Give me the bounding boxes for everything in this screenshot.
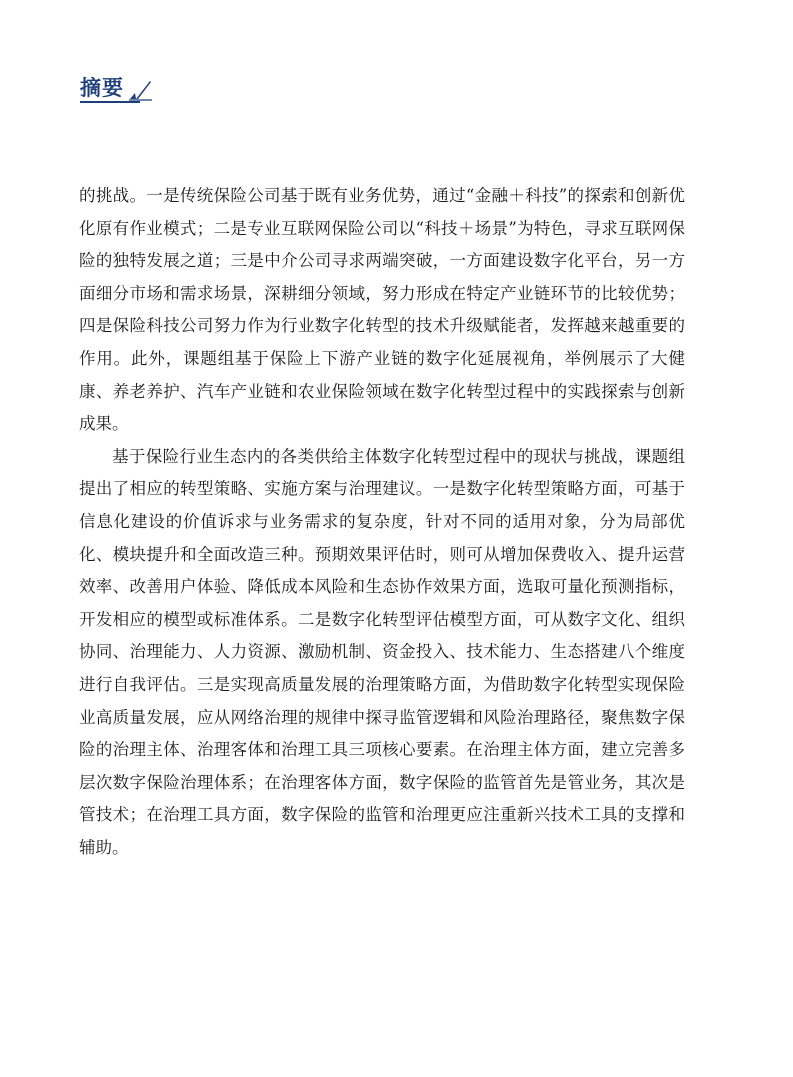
paragraph-continuation: 的挑战。一是传统保险公司基于既有业务优势，通过“金融＋科技”的探索和创新优化原有作业模式；二是专业互联网保险公司以“科技＋场景”为特色，寻求互联网保险的独特发展之道；三是中介公司寻求两端突破，一方面建设数字化平台，另一方面细分市场和需求场景，深耕细分领域，努力形成在特定产业链环节的比较优势；四是保险科技公司努力作为行业数字化转型的技术升级赋能者，发挥越来越重要的作用。此外，课题组基于保险上下游产业链的数字化延展视角，举例展示了大健康、养老养护、汽车产业链和农业保险领域在数字化转型过程中的实践探索与创新成果。 — [79, 186, 685, 434]
paragraph-strategy: 基于保险行业生态内的各类供给主体数字化转型过程中的现状与挑战，课题组提出了相应的转型策略、实施方案与治理建议。一是数字化转型策略方面，可基于信息化建设的价值诉求与业务需求的复杂度，针对不同的适用对象，分为局部优化、模块提升和全面改造三种。预期效果评估时，则可从增加保费收入、提升运营效率、改善用户体验、降低成本风险和生态协作效果方面，选取可量化预测指标，开发相应的模型或标准体系。二是数字化转型评估模型方面，可从数字文化、组织协同、治理能力、人力资源、激励机制、资金投入、技术能力、生态搭建八个维度进行自我评估。三是实现高质量发展的治理策略方面，为借助数字化转型实现保险业高质量发展，应从网络治理的规律中探寻监管逻辑和风险治理路径，聚焦数字保险的治理主体、治理客体和治理工具三项核心要素。在治理主体方面，建立完善多层次数字保险治理体系；在治理客体方面，数字保险的监管首先是管业务，其次是管技术；在治理工具方面，数字保险的监管和治理更应注重新兴技术工具的支撑和辅助。 — [79, 446, 685, 857]
heading-underline — [80, 101, 140, 103]
heading-slash-icon — [126, 72, 154, 102]
abstract-body — [79, 180, 685, 864]
section-heading — [80, 70, 154, 104]
section-title: 摘要 — [80, 75, 124, 100]
